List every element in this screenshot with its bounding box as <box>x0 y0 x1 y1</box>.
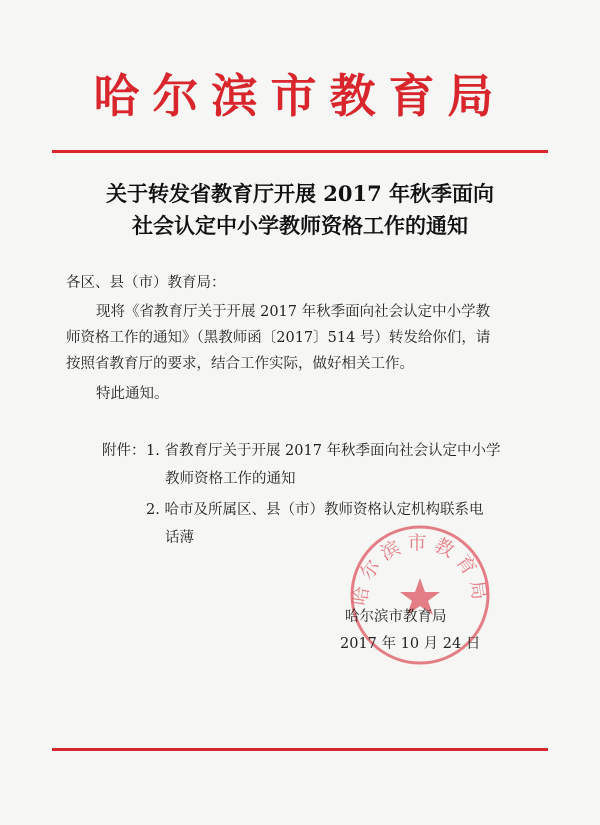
body-line1: 现将《省教育厅关于开展 2017 年秋季面向社会认定中小学教 <box>96 304 491 320</box>
notice-title-line2: 社会认定中小学教师资格工作的通知 <box>132 213 468 238</box>
salutation: 各区、县（市）教育局： <box>66 275 226 291</box>
attachment-item1-line1: 1. 省教育厅关于开展 2017 年秋季面向社会认定中小学 <box>146 443 501 459</box>
closing-line: 特此通知。 <box>96 386 169 402</box>
seal-text: 哈尔滨市教育局 <box>348 532 492 608</box>
red-rule-bottom <box>52 748 548 751</box>
body-line2: 师资格工作的通知》（黑教师函〔2017〕514 号）转发给你们，请 <box>66 330 491 346</box>
notice-title-line1: 关于转发省教育厅开展 2017 年秋季面向 <box>105 181 495 206</box>
attachment-item2-line2: 话薄 <box>165 530 194 546</box>
attachment-label: 附件： <box>102 443 146 459</box>
body-line3: 按照省教育厅的要求，结合工作实际，做好相关工作。 <box>66 356 414 372</box>
attachment-item1-line2: 教师资格工作的通知 <box>165 471 296 487</box>
signature-date: 2017 年 10 月 24 日 <box>340 636 481 652</box>
letterhead-title: 哈尔滨市教育局 <box>93 69 507 123</box>
attachment-item2-line1: 2. 哈市及所属区、县（市）教师资格认定机构联系电 <box>146 502 484 518</box>
red-rule-top <box>52 150 548 153</box>
signature-org: 哈尔滨市教育局 <box>345 609 447 625</box>
